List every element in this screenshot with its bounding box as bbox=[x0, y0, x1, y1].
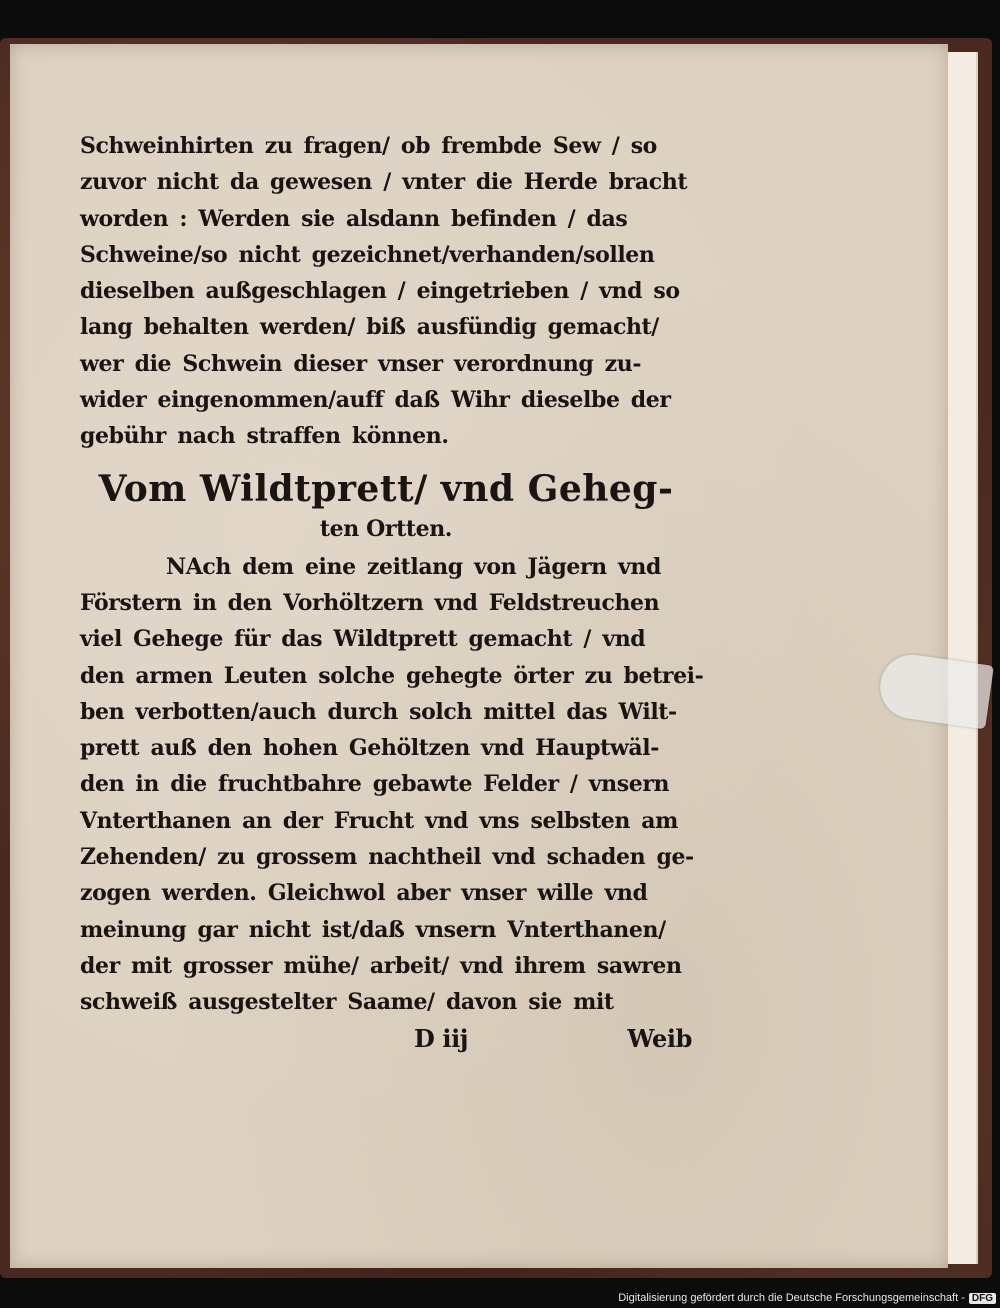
page-text bbox=[80, 128, 704, 1057]
text-line: Vnterthanen an der Frucht vnd vns selbsten am bbox=[80, 807, 678, 834]
paragraph-before-heading bbox=[80, 128, 692, 455]
text-line: wider eingenommen/auff daß Wihr dieselbe der bbox=[80, 387, 671, 414]
dfg-logo: DFG bbox=[969, 1293, 996, 1304]
text-line: meinung gar nicht ist/daß vnsern Vnterthanen/ bbox=[80, 916, 666, 943]
text-line: ben verbotten/auch durch solch mittel das Wilt- bbox=[80, 698, 677, 725]
page-footer bbox=[80, 1021, 692, 1057]
credit-text: Digitalisierung gefördert durch die Deutsche Forschungsgemeinschaft - bbox=[618, 1292, 965, 1304]
text-line: prett auß den hohen Gehöltzen vnd Hauptwäl- bbox=[80, 735, 659, 762]
paragraph-after-heading bbox=[80, 549, 704, 1021]
text-line: lang behalten werden/ biß ausfündig gemacht/ bbox=[80, 314, 659, 341]
text-line: den in die fruchtbahre gebawte Felder / vnsern bbox=[80, 771, 670, 798]
text-line: schweiß ausgestelter Saame/ davon sie mit bbox=[80, 989, 614, 1016]
text-line: Zehenden/ zu grossem nachtheil vnd schaden ge- bbox=[80, 844, 694, 871]
digitization-credit bbox=[618, 1292, 996, 1304]
text-line: wer die Schwein dieser vnser verordnung zu- bbox=[80, 350, 642, 377]
text-line: gebühr nach straffen können. bbox=[80, 423, 449, 450]
section-heading-continuation: ten Ortten. bbox=[319, 515, 453, 542]
text-line: der mit grosser mühe/ arbeit/ vnd ihrem sawren bbox=[80, 952, 682, 979]
signature-mark: D iij bbox=[414, 1023, 469, 1053]
catchword: Weib bbox=[627, 1023, 692, 1053]
text-line: zogen werden. Gleichwol aber vnser wille vnd bbox=[80, 880, 648, 907]
text-line: dieselben außgeschlagen / eingetrieben / vnd so bbox=[80, 278, 680, 305]
text-line: zuvor nicht da gewesen / vnter die Herde bracht bbox=[80, 169, 688, 196]
text-line: den armen Leuten solche gehegte örter zu betrei- bbox=[80, 662, 704, 689]
text-line: viel Gehege für das Wildtprett gemacht / vnd bbox=[80, 626, 646, 653]
text-line: Schweine/so nicht gezeichnet/verhanden/sollen bbox=[80, 241, 655, 268]
text-line: Förstern in den Vorhöltzern vnd Feldstreuchen bbox=[80, 589, 660, 616]
text-line: Schweinhirten zu fragen/ ob frembde Sew / so bbox=[80, 133, 657, 159]
section-heading: Vom Wildtprett/ vnd Geheg- bbox=[98, 467, 674, 510]
text-line: worden : Werden sie alsdann befinden / das bbox=[80, 205, 628, 232]
text-line: NAch dem eine zeitlang von Jägern vnd bbox=[166, 553, 661, 580]
